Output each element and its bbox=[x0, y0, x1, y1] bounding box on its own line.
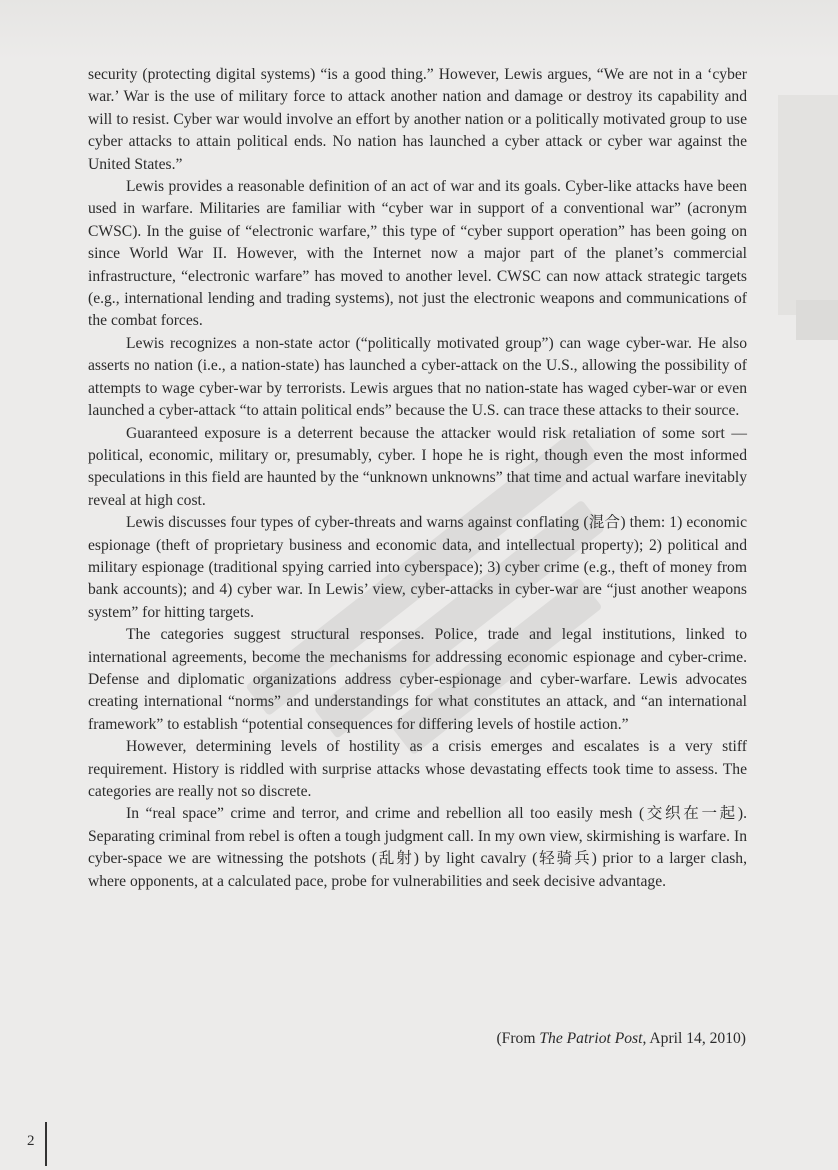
source-citation bbox=[496, 1028, 746, 1050]
source-prefix: (From bbox=[496, 1030, 540, 1047]
page-number-rule bbox=[45, 1122, 47, 1166]
paragraph-8: In “real space” crime and terror, and crime and rebellion all too easily mesh (交织在一起). Separating criminal from rebel is often a tough judgment call. In my own view, skirmishing is warfare. In cyber-space we are witnessing the potshots (乱射) by light cavalry (轻骑兵) prior to a larger clash, where opponents, at a calculated pace, probe for vulnerabilities and seek decisive advantage. bbox=[88, 805, 747, 890]
paragraph-5: Lewis discusses four types of cyber-threats and warns against conflating (混合) them: 1) economic espionage (theft of proprietary business and economic data, and intellectual property); 2) political and military espionage (traditional spying carried into cyberspace); 3) cyber crime (e.g., theft of money from bank accounts); and 4) cyber war. In Lewis’ view, cyber-attacks in cyber-war are “just another weapons system” for hitting targets. bbox=[88, 514, 747, 621]
page-top-tint bbox=[0, 0, 838, 60]
paragraph-2: Lewis provides a reasonable definition of an act of war and its goals. Cyber-like attacks have been used in warfare. Militaries are familiar with “cyber war in support of a conventional war” (acronym CWSC). In the guise of “electronic warfare,” this type of “cyber support operation” has been going on since World War II. However, with the Internet now a major part of the planet’s commercial infrastructure, “electronic warfare” has moved to another level. CWSC can now attack strategic targets (e.g., international lending and trading systems), not just the electronic weapons and communications of the combat forces. bbox=[88, 178, 747, 330]
paragraph-1: security (protecting digital systems) “is a good thing.” However, Lewis argues, “We are not in a ‘cyber war.’ War is the use of military force to attack another nation and damage or destroy its capability and will to resist. Cyber war would involve an effort by another nation or a politically motivated group to use cyber attacks to attain political ends. No nation has launched a cyber attack or cyber war against the United States.” bbox=[88, 66, 747, 173]
article-body bbox=[88, 64, 747, 893]
paragraph-7: However, determining levels of hostility as a crisis emerges and escalates is a very stiff requirement. History is riddled with surprise attacks whose devastating effects took time to assess. The categories are really not so discrete. bbox=[88, 738, 747, 800]
source-suffix: , April 14, 2010) bbox=[642, 1030, 746, 1047]
paragraph-4: Guaranteed exposure is a deterrent because the attacker would risk retaliation of some sort — political, economic, military or, presumably, cyber. I hope he is right, though even the most informed speculations in this field are haunted by the “unknown unknowns” that time and actual warfare inevitably reveal at high cost. bbox=[88, 424, 747, 509]
source-title: The Patriot Post bbox=[539, 1030, 643, 1047]
side-tab-decoration-lower bbox=[796, 300, 838, 340]
paragraph-3: Lewis recognizes a non-state actor (“politically motivated group”) can wage cyber-war. He also asserts no nation (i.e., a nation-state) has launched a cyber-attack on the U.S., allowing the possibility of attempts to wage cyber-war by terrorists. Lewis argues that no nation-state has waged cyber-war or even launched a cyber-attack “to attain political ends” because the U.S. can trace these attacks to their source. bbox=[88, 334, 747, 420]
side-tab-decoration bbox=[778, 95, 838, 315]
page-number: 2 bbox=[27, 1133, 35, 1149]
paragraph-6: The categories suggest structural responses. Police, trade and legal institutions, linked to international agreements, become the mechanisms for addressing economic espionage and cyber-crime. Defense and diplomatic organizations address cyber-espionage and cyber-warfare. Lewis advocates creating international “norms” and understandings for what constitutes an attack, and “an international framework” to establish “potential consequences for differing levels of hostile action.” bbox=[88, 626, 747, 733]
